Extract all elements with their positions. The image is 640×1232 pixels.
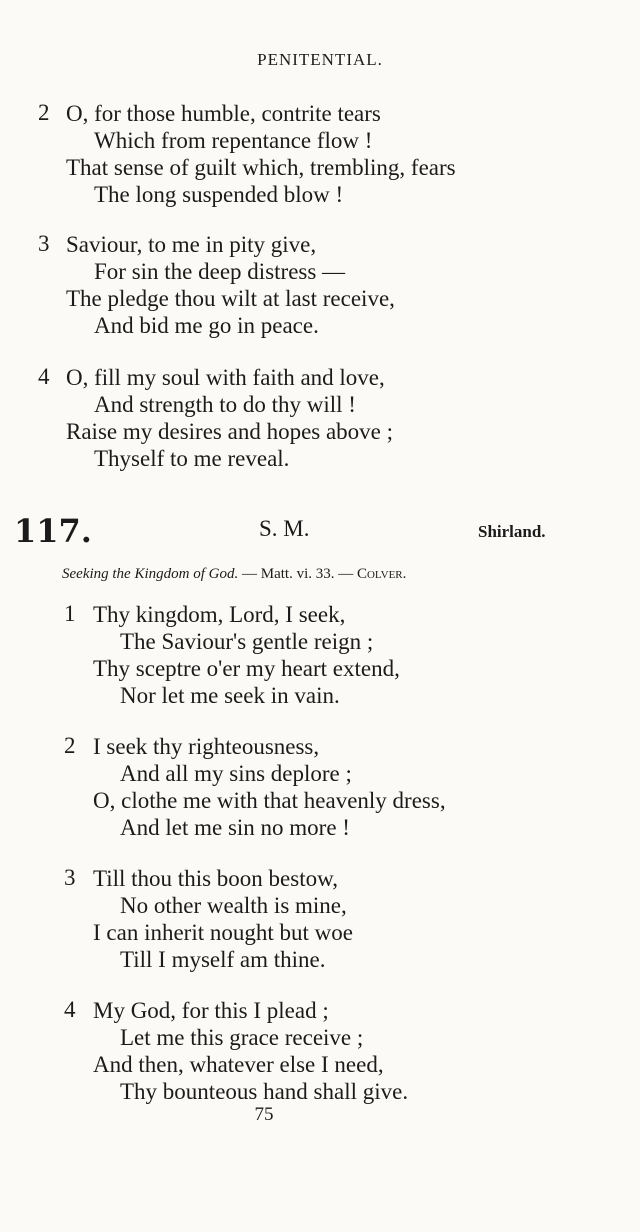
verse-line: Thy bounteous hand shall give.	[120, 1079, 409, 1104]
verse-line: Which from repentance flow !	[94, 128, 373, 153]
verse-number: 3	[64, 865, 76, 890]
subtitle-author: Colver.	[356, 566, 407, 582]
verse-line: That sense of guilt which, trembling, fears	[66, 155, 456, 180]
verse-line: Let me this grace receive ;	[120, 1025, 364, 1050]
subtitle-title: Seeking the Kingdom of God.	[62, 566, 239, 582]
verse-line: And bid me go in peace.	[94, 313, 319, 338]
running-title: PENITENTIAL.	[257, 50, 383, 69]
verse-line: The long suspended blow !	[94, 182, 344, 207]
tune-name: Shirland.	[478, 522, 546, 541]
verse-line: I can inherit nought but woe	[93, 920, 353, 945]
verse-line: O, clothe me with that heavenly dress,	[93, 788, 446, 813]
verse-line: I seek thy righteousness,	[93, 734, 320, 759]
verse-number: 3	[38, 231, 50, 256]
verse-line: Nor let me seek in vain.	[120, 683, 340, 708]
verse-line: Thyself to me reveal.	[94, 446, 290, 471]
verse-line: Raise my desires and hopes above ;	[66, 419, 394, 444]
verse-line: For sin the deep distress —	[94, 259, 346, 284]
verse-line: No other wealth is mine,	[120, 893, 347, 918]
verse-line: Till I myself am thine.	[120, 947, 326, 972]
verse-line: Saviour, to me in pity give,	[66, 232, 317, 257]
verse-line: O, fill my soul with faith and love,	[66, 365, 385, 390]
verse-line: My God, for this I plead ;	[93, 998, 329, 1023]
verse-number: 4	[38, 364, 50, 389]
verse-line: O, for those humble, contrite tears	[66, 101, 381, 126]
verse-line: And let me sin no more !	[120, 815, 350, 840]
verse-number: 2	[38, 100, 50, 125]
verse-number: 2	[64, 733, 76, 758]
verse-line: And then, whatever else I need,	[93, 1052, 384, 1077]
verse-line: Till thou this boon bestow,	[93, 866, 338, 891]
hymn-subtitle	[62, 566, 406, 583]
hymn-meter: S. M.	[259, 516, 310, 541]
verse-line: The pledge thou wilt at last receive,	[66, 286, 395, 311]
verse-line: Thy kingdom, Lord, I seek,	[93, 602, 346, 627]
subtitle-reference: — Matt. vi. 33. —	[238, 566, 357, 582]
verse-number: 4	[64, 997, 76, 1022]
verse-number: 1	[64, 601, 76, 626]
verse-line: Thy sceptre o'er my heart extend,	[93, 656, 400, 681]
page-number: 75	[254, 1104, 274, 1125]
hymn-number: 117.	[14, 512, 92, 550]
verse-line: The Saviour's gentle reign ;	[120, 629, 374, 654]
verse-line: And strength to do thy will !	[94, 392, 356, 417]
verse-line: And all my sins deplore ;	[120, 761, 352, 786]
